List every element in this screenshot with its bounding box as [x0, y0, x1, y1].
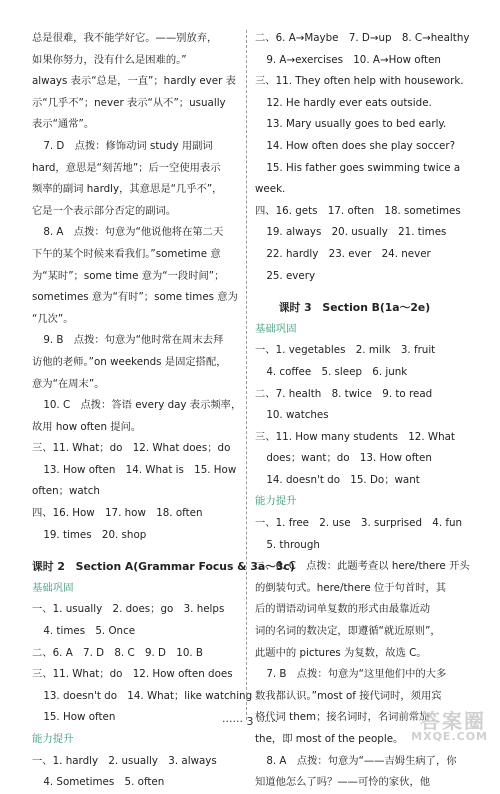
answer-line: 4. Sometimes 5. often: [43, 776, 165, 789]
answer-line: 5. through: [266, 538, 320, 551]
answer-line: 一、1. usually 2. does；go 3. helps: [32, 603, 225, 616]
section-heading: 能力提升: [255, 495, 297, 508]
answer-line: always 表示“总是，一直”；hardly ever 表: [32, 75, 236, 88]
answer-line: 二、6. A→Maybe 7. D→up 8. C→healthy: [255, 32, 470, 44]
answer-line: 一、1. hardly 2. usually 3. always: [32, 754, 217, 767]
answer-line: 二、7. health 8. twice 9. to read: [255, 387, 433, 400]
answer-line: 一、1. vegetables 2. milk 3. fruit: [255, 344, 436, 357]
answer-line: 表示“通常”。: [32, 118, 95, 131]
answer-line: 知道他怎么了吗？——可怜的家伙，他: [255, 776, 431, 789]
answer-line: 9. B 点拨：句意为“他时常在周末去拜: [43, 334, 224, 347]
answer-line: “几次”。: [32, 312, 74, 325]
answer-line: 数我都认识。”most of 接代词时，须用宾: [255, 689, 442, 702]
answer-line: 二、6. C 点拨：此题考查以 here/there 开头: [255, 560, 470, 573]
section-heading: 基础巩固: [255, 322, 297, 335]
answer-line: 19. always 20. usually 21. times: [266, 226, 447, 239]
answer-line: sometimes 意为“有时”；some times 意为: [32, 291, 238, 304]
answer-line: 为“某时”；some time 意为“一段时间”；: [32, 269, 225, 282]
answer-line: 15. How often: [43, 711, 116, 724]
answer-line: 后的谓语动词单复数的形式由最靠近动: [255, 603, 431, 616]
answer-line: 12. He hardly ever eats outside.: [266, 96, 432, 109]
answer-line: 三、11. What；do 12. What does；do: [32, 442, 231, 455]
answer-line: 它是一个表示部分否定的副词。: [32, 204, 177, 217]
spacer: [32, 546, 242, 556]
answer-line: 四、16. How 17. how 18. often: [32, 507, 203, 520]
lesson-title: 课时 2 Section A(Grammar Focus & 3a～3c): [32, 560, 295, 574]
answer-line: 三、11. How many students 12. What: [255, 430, 455, 443]
answer-line: 13. Mary usually goes to bed early.: [266, 118, 447, 131]
answer-line: 格代词 them；接名词时，名词前常加: [255, 711, 430, 724]
answer-line: 8. A 点拨：句意为“——吉姆生病了，你: [266, 754, 457, 767]
answer-line: the，即 most of the people。: [255, 733, 404, 745]
watermark-logo: [408, 705, 492, 743]
answer-line: does；want；do 13. How often: [266, 452, 432, 465]
answer-line: 此题中的 pictures 为复数，故选 C。: [255, 646, 427, 659]
answer-line: 四、16. gets 17. often 18. sometimes: [255, 204, 461, 217]
answer-line: 下午的某个时候来看我们。”sometime 意: [32, 247, 221, 260]
answer-line: 的倒装句式。here/there 位于句首时，其: [255, 581, 447, 594]
answer-line: 25. every: [266, 269, 316, 282]
answer-line: 4. coffee 5. sleep 6. junk: [266, 365, 408, 378]
watermark-logo-text: 答案圈: [420, 709, 486, 733]
section-heading: 能力提升: [32, 733, 74, 745]
answer-line: 8. A 点拨：句意为“他说他将在第二天: [43, 226, 224, 239]
lesson-title: 课时 3 Section B(1a～2e): [278, 301, 431, 315]
answer-line: 故用 how often 提问。: [32, 420, 142, 433]
answer-line: 10. watches: [266, 409, 329, 422]
answer-line: 如果你努力，没有什么是困难的。”: [32, 53, 187, 66]
answer-line: 三、11. What；do 12. How often does: [32, 668, 233, 681]
answer-line: 示“几乎不”；never 表示“从不”；usually: [32, 96, 226, 109]
answer-line: often；watch: [32, 485, 100, 498]
answer-line: 三、11. They often help with housework.: [255, 75, 464, 88]
spacer: [255, 287, 473, 297]
answer-line: 10. C 点拨：答语 every day 表示频率，: [43, 399, 242, 412]
answer-line: 22. hardly 23. ever 24. never: [266, 247, 431, 260]
page-number: ······ 3 ······: [222, 715, 278, 728]
answer-line: 7. D 点拨：修饰动词 study 用副词: [43, 139, 213, 152]
answer-line: 15. His father goes swimming twice a: [266, 161, 461, 174]
answer-line: hard，意思是“刻苦地”；后一空使用表示: [32, 161, 221, 174]
answer-line: 9. A→exercises 10. A→How often: [266, 53, 441, 66]
answer-line: 词的名词的数决定，即遵循“就近原则”，: [255, 625, 441, 638]
answer-line: 二、6. A 7. D 8. C 9. D 10. B: [32, 646, 203, 659]
answer-line: week.: [255, 183, 286, 196]
right-column: [255, 28, 473, 794]
answer-line: 19. times 20. shop: [43, 528, 147, 541]
answer-line: 14. doesn't do 15. Do；want: [266, 473, 420, 486]
section-heading: 基础巩固: [32, 581, 74, 594]
answer-line: 访他的老师。”on weekends 是固定搭配，: [32, 355, 227, 368]
answer-line: 一、1. free 2. use 3. surprised 4. fun: [255, 517, 463, 530]
column-divider: [246, 30, 247, 720]
watermark-url: MXQE.COM: [411, 730, 488, 743]
answer-line: 意为“在周末”。: [32, 377, 105, 390]
answer-line: 7. B 点拨：句意为“这里他们中的大多: [266, 668, 447, 681]
answer-line: 4. times 5. Once: [43, 625, 136, 638]
answer-line: 13. How often 14. What is 15. How: [43, 463, 237, 476]
answer-line: 总是很难，我不能学好它。——别放弃，: [32, 32, 218, 44]
answer-line: 13. doesn't do 14. What；like watching: [43, 689, 253, 702]
answer-line: 频率的副词 hardly，其意思是“几乎不”，: [32, 183, 223, 196]
answer-line: 14. How often does she play soccer?: [266, 139, 456, 152]
